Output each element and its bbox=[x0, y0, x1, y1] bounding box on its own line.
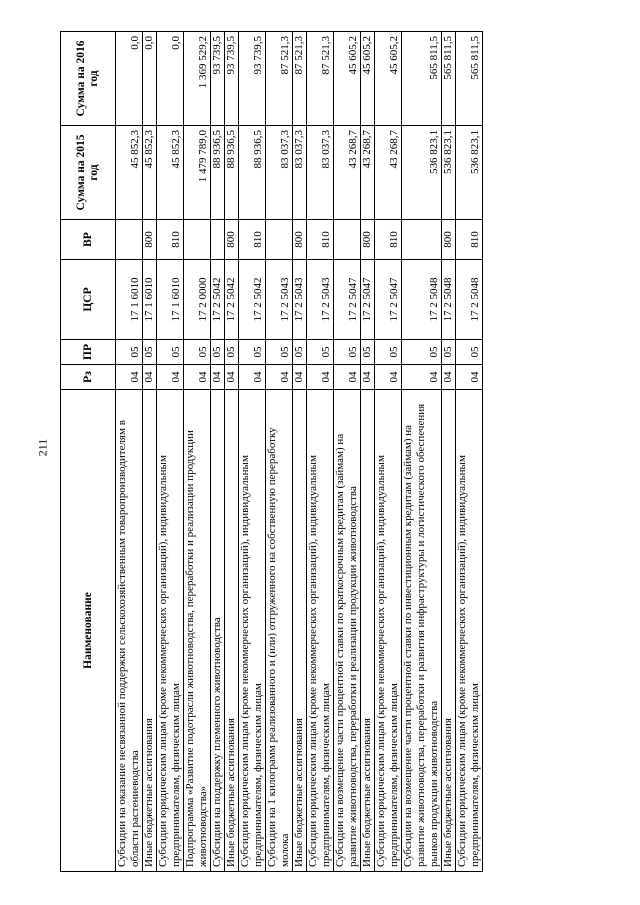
cell-vr: 810 bbox=[239, 220, 266, 260]
table-row bbox=[225, 32, 239, 872]
cell-sum-2016: 45 605,2 bbox=[334, 32, 361, 126]
table-row bbox=[157, 32, 184, 872]
cell-sum-2016: 93 739,5 bbox=[225, 32, 239, 126]
cell-vr bbox=[402, 220, 442, 260]
cell-rz: 04 bbox=[157, 365, 184, 390]
table-row bbox=[334, 32, 361, 872]
cell-vr bbox=[116, 220, 143, 260]
cell-sum-2016: 87 521,3 bbox=[266, 32, 293, 126]
cell-rz: 04 bbox=[116, 365, 143, 390]
cell-rz: 04 bbox=[402, 365, 442, 390]
cell-name: Субсидии юридическим лицам (кроме некоммерческих организаций), индивидуальным предпринимателям, физическим лицам bbox=[307, 390, 334, 872]
cell-pr: 05 bbox=[375, 340, 402, 365]
cell-name: Иные бюджетные ассигнования bbox=[442, 390, 456, 872]
cell-name: Иные бюджетные ассигнования bbox=[293, 390, 307, 872]
cell-vr: 810 bbox=[157, 220, 184, 260]
cell-sum-2016: 87 521,3 bbox=[307, 32, 334, 126]
cell-vr: 810 bbox=[456, 220, 483, 260]
cell-pr: 05 bbox=[266, 340, 293, 365]
cell-csr: 17 1 6010 bbox=[157, 260, 184, 340]
cell-pr: 05 bbox=[456, 340, 483, 365]
cell-rz: 04 bbox=[361, 365, 375, 390]
cell-sum-2016: 45 605,2 bbox=[361, 32, 375, 126]
cell-pr: 05 bbox=[442, 340, 456, 365]
cell-sum-2016: 0,0 bbox=[116, 32, 143, 126]
cell-vr: 800 bbox=[361, 220, 375, 260]
cell-csr: 17 2 5047 bbox=[361, 260, 375, 340]
cell-pr: 05 bbox=[157, 340, 184, 365]
cell-sum-2016: 565 811,5 bbox=[456, 32, 483, 126]
cell-vr: 810 bbox=[375, 220, 402, 260]
cell-name: Подпрограмма «Развитие подотрасли животноводства, переработки и реализации продукции животноводства» bbox=[184, 390, 211, 872]
budget-table bbox=[60, 31, 483, 872]
cell-rz: 04 bbox=[184, 365, 211, 390]
cell-sum-2016: 45 605,2 bbox=[375, 32, 402, 126]
cell-sum-2015: 45 852,3 bbox=[116, 126, 143, 220]
cell-sum-2015: 536 823,1 bbox=[442, 126, 456, 220]
cell-rz: 04 bbox=[334, 365, 361, 390]
cell-sum-2015: 45 852,3 bbox=[143, 126, 157, 220]
cell-rz: 04 bbox=[375, 365, 402, 390]
cell-vr bbox=[211, 220, 225, 260]
cell-csr: 17 2 5047 bbox=[375, 260, 402, 340]
cell-sum-2015: 88 936,5 bbox=[239, 126, 266, 220]
cell-sum-2015: 43 268,7 bbox=[375, 126, 402, 220]
cell-csr: 17 2 5042 bbox=[239, 260, 266, 340]
cell-pr: 05 bbox=[402, 340, 442, 365]
table-row bbox=[116, 32, 143, 872]
header-sum-2016: Сумма на 2016 год bbox=[61, 32, 116, 126]
cell-sum-2015: 1 479 789,0 bbox=[184, 126, 211, 220]
table-row bbox=[402, 32, 442, 872]
cell-csr: 17 2 5048 bbox=[456, 260, 483, 340]
cell-vr bbox=[334, 220, 361, 260]
cell-pr: 05 bbox=[116, 340, 143, 365]
cell-name: Субсидии юридическим лицам (кроме некоммерческих организаций), индивидуальным предпринимателям, физическим лицам bbox=[239, 390, 266, 872]
table-row bbox=[293, 32, 307, 872]
cell-rz: 04 bbox=[456, 365, 483, 390]
cell-rz: 04 bbox=[239, 365, 266, 390]
cell-pr: 05 bbox=[361, 340, 375, 365]
table-row bbox=[361, 32, 375, 872]
cell-sum-2015: 83 037,3 bbox=[266, 126, 293, 220]
table-row bbox=[307, 32, 334, 872]
cell-csr: 17 2 5047 bbox=[334, 260, 361, 340]
cell-sum-2016: 565 811,5 bbox=[442, 32, 456, 126]
header-csr: ЦСР bbox=[61, 260, 116, 340]
cell-csr: 17 2 5043 bbox=[307, 260, 334, 340]
table-header-row bbox=[61, 32, 116, 872]
cell-vr bbox=[184, 220, 211, 260]
page-number: 211 bbox=[35, 438, 50, 457]
header-name: Наименование bbox=[61, 390, 116, 872]
cell-rz: 04 bbox=[293, 365, 307, 390]
cell-vr: 810 bbox=[307, 220, 334, 260]
cell-name: Субсидии на 1 килограмм реализованного и (или) отгруженного на собственную переработку молока bbox=[266, 390, 293, 872]
cell-csr: 17 2 0000 bbox=[184, 260, 211, 340]
cell-csr: 17 2 5042 bbox=[211, 260, 225, 340]
cell-sum-2015: 83 037,3 bbox=[307, 126, 334, 220]
cell-pr: 05 bbox=[239, 340, 266, 365]
table-row bbox=[239, 32, 266, 872]
rotated-table-container bbox=[60, 32, 590, 872]
table-row bbox=[456, 32, 483, 872]
cell-pr: 05 bbox=[211, 340, 225, 365]
cell-rz: 04 bbox=[211, 365, 225, 390]
table-row bbox=[375, 32, 402, 872]
cell-sum-2016: 93 739,5 bbox=[239, 32, 266, 126]
cell-sum-2016: 87 521,3 bbox=[293, 32, 307, 126]
cell-vr: 800 bbox=[442, 220, 456, 260]
cell-name: Субсидии на возмещение части процентной ставки по инвестиционным кредитам (займам) на развитие животноводства, переработки и развития инфраструктуры и логистического обеспечения рынков продукции животноводства bbox=[402, 390, 442, 872]
cell-sum-2015: 88 936,5 bbox=[211, 126, 225, 220]
cell-name: Субсидии на возмещение части процентной ставки по краткосрочным кредитам (займам) на развитие животноводства, переработки и реализации продукции животноводства bbox=[334, 390, 361, 872]
header-pr: ПР bbox=[61, 340, 116, 365]
cell-csr: 17 1 6010 bbox=[143, 260, 157, 340]
cell-sum-2015: 536 823,1 bbox=[402, 126, 442, 220]
cell-csr: 17 2 5048 bbox=[402, 260, 442, 340]
table-row bbox=[442, 32, 456, 872]
cell-pr: 05 bbox=[143, 340, 157, 365]
cell-sum-2015: 83 037,3 bbox=[293, 126, 307, 220]
cell-vr: 800 bbox=[225, 220, 239, 260]
cell-csr: 17 2 5043 bbox=[266, 260, 293, 340]
cell-pr: 05 bbox=[184, 340, 211, 365]
cell-sum-2016: 0,0 bbox=[157, 32, 184, 126]
cell-sum-2015: 536 823,1 bbox=[456, 126, 483, 220]
table-row bbox=[211, 32, 225, 872]
cell-csr: 17 2 5043 bbox=[293, 260, 307, 340]
cell-sum-2015: 88 936,5 bbox=[225, 126, 239, 220]
cell-name: Иные бюджетные ассигнования bbox=[361, 390, 375, 872]
table-row bbox=[266, 32, 293, 872]
cell-rz: 04 bbox=[266, 365, 293, 390]
cell-name: Субсидии юридическим лицам (кроме некоммерческих организаций), индивидуальным предпринимателям, физическим лицам bbox=[456, 390, 483, 872]
table-row bbox=[143, 32, 157, 872]
cell-name: Субсидии юридическим лицам (кроме некоммерческих организаций), индивидуальным предпринимателям, физическим лицам bbox=[375, 390, 402, 872]
cell-sum-2015: 43 268,7 bbox=[334, 126, 361, 220]
cell-sum-2015: 43 268,7 bbox=[361, 126, 375, 220]
table-row bbox=[184, 32, 211, 872]
cell-rz: 04 bbox=[307, 365, 334, 390]
cell-vr: 800 bbox=[293, 220, 307, 260]
cell-sum-2016: 93 739,5 bbox=[211, 32, 225, 126]
cell-sum-2015: 45 852,3 bbox=[157, 126, 184, 220]
cell-csr: 17 2 5042 bbox=[225, 260, 239, 340]
cell-csr: 17 1 6010 bbox=[116, 260, 143, 340]
cell-name: Субсидии юридическим лицам (кроме некоммерческих организаций), индивидуальным предпринимателям, физическим лицам bbox=[157, 390, 184, 872]
cell-pr: 05 bbox=[334, 340, 361, 365]
header-rz: Рз bbox=[61, 365, 116, 390]
cell-rz: 04 bbox=[442, 365, 456, 390]
cell-pr: 05 bbox=[307, 340, 334, 365]
header-sum-2015: Сумма на 2015 год bbox=[61, 126, 116, 220]
cell-csr: 17 2 5048 bbox=[442, 260, 456, 340]
cell-name: Иные бюджетные ассигнования bbox=[225, 390, 239, 872]
cell-rz: 04 bbox=[143, 365, 157, 390]
cell-name: Иные бюджетные ассигнования bbox=[143, 390, 157, 872]
cell-name: Субсидии на оказание несвязанной поддержки сельскохозяйственным товаропроизводителям в области растениеводства bbox=[116, 390, 143, 872]
header-vr: ВР bbox=[61, 220, 116, 260]
cell-rz: 04 bbox=[225, 365, 239, 390]
cell-pr: 05 bbox=[293, 340, 307, 365]
cell-vr bbox=[266, 220, 293, 260]
cell-name: Субсидии на поддержку племенного животноводства bbox=[211, 390, 225, 872]
cell-sum-2016: 1 369 529,2 bbox=[184, 32, 211, 126]
cell-sum-2016: 0,0 bbox=[143, 32, 157, 126]
cell-pr: 05 bbox=[225, 340, 239, 365]
cell-vr: 800 bbox=[143, 220, 157, 260]
cell-sum-2016: 565 811,5 bbox=[402, 32, 442, 126]
